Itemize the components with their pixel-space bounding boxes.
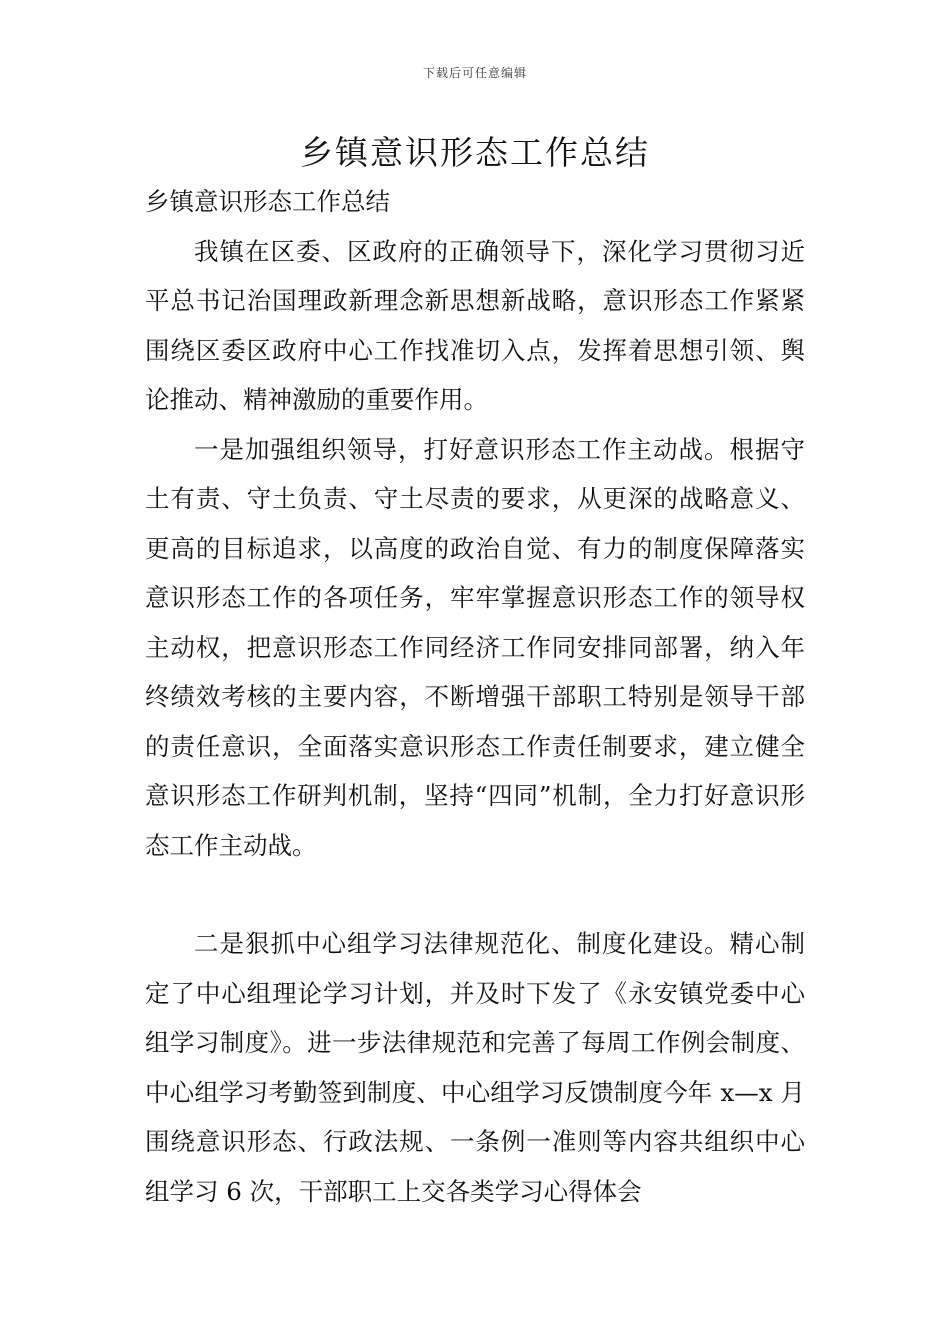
paragraph-spacer bbox=[145, 870, 805, 919]
header-note: 下载后可任意编辑 bbox=[422, 66, 527, 80]
paragraph-study-system: 二是狠抓中心组学习法律规范化、制度化建设。精心制定了中心组理论学习计划，并及时下发了《永安镇党委中心组学习制度》。进一步法律规范和完善了每周工作例会制度、中心组学习考勤签到制度、中心组学习反馈制度今年 x—x 月围绕意识形态、行政法规、一条例一准则等内容共组织中心组学习 6 次，干部职工上交各类学习心得体会 bbox=[145, 929, 805, 1206]
paragraph-intro: 我镇在区委、区政府的正确领导下，深化学习贯彻习近平总书记治国理政新理念新思想新战略，意识形态工作紧紧围绕区委区政府中心工作找准切入点，发挥着思想引领、舆论推动、精神激励的重要作用。 bbox=[145, 236, 805, 414]
paragraph-organization-leadership: 一是加强组织领导，打好意识形态工作主动战。根据守土有责、守土负责、守土尽责的要求，从更深的战略意义、更高的目标追求，以高度的政治自觉、有力的制度保障落实意识形态工作的各项任务，牢牢掌握意识形态工作的领导权主动权，把意识形态工作同经济工作同安排同部署，纳入年终绩效考核的主要内容，不断增强干部职工特别是领导干部的责任意识，全面落实意识形态工作责任制要求，建立健全意识形态工作研判机制，坚持“四同”机制，全力打好意识形态工作主动战。 bbox=[145, 434, 805, 860]
document-body bbox=[145, 177, 805, 1216]
document-subtitle: 乡镇意识形态工作总结 bbox=[145, 187, 390, 216]
document-title: 乡镇意识形态工作总结 bbox=[300, 133, 650, 172]
